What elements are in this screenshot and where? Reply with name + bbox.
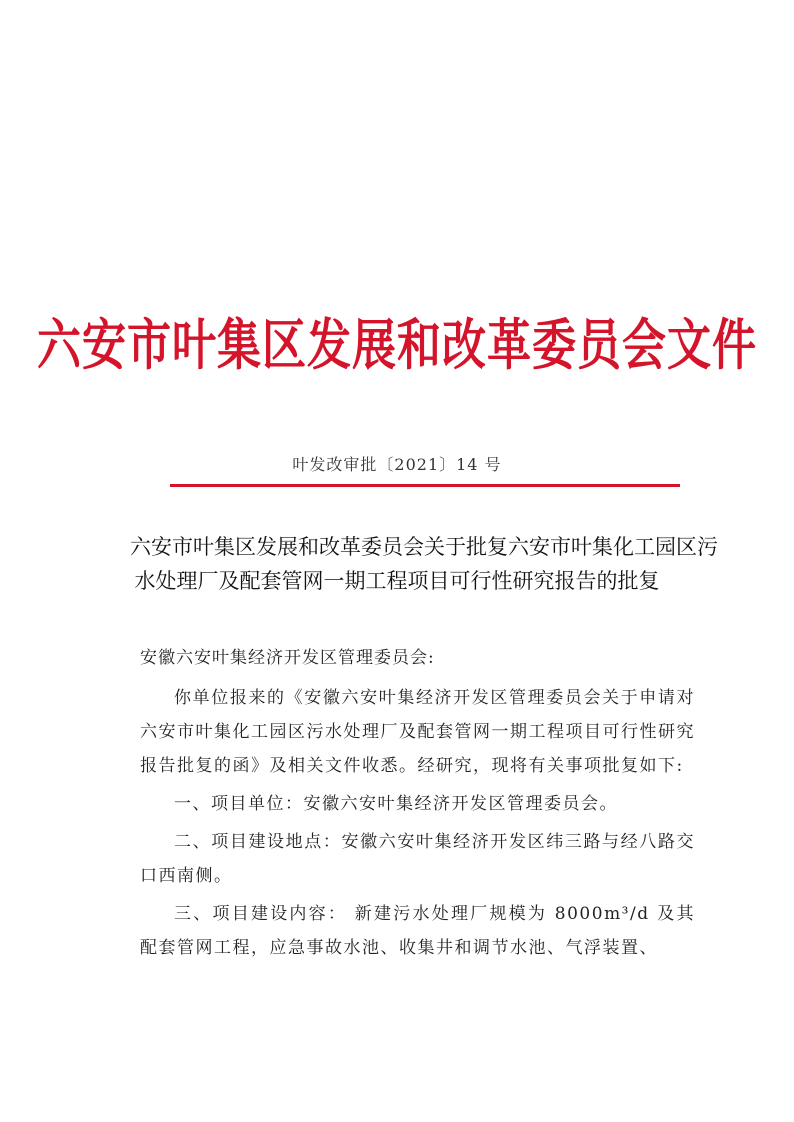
document-title: [130, 530, 718, 598]
document-title-line-2: 水处理厂及配套管网一期工程项目可行性研究报告的批复: [134, 569, 660, 593]
document-number: 叶发改审批〔2021〕14 号: [292, 455, 502, 474]
red-divider-line: [170, 484, 680, 487]
masthead-title: 六安市叶集区发展和改革委员会文件: [37, 313, 757, 378]
recipient-line: 安徽六安叶集经济开发区管理委员会:: [140, 648, 435, 668]
body-paragraph-item-1: 一、项目单位：安徽六安叶集经济开发区管理委员会。: [174, 794, 618, 814]
body-paragraph-intro: 你单位报来的《安徽六安叶集经济开发区管理委员会关于申请对六安市叶集化工园区污水处理厂及配套管网一期工程项目可行性研究报告批复的函》及相关文件收悉。经研究，现将有关事项批复如下:: [140, 688, 695, 776]
document-title-line-1: 六安市叶集区发展和改革委员会关于批复六安市叶集化工园区污: [130, 535, 718, 559]
document-body: [140, 681, 695, 965]
body-paragraph-item-3: 三、项目建设内容： 新建污水处理厂规模为 8000m³/d 及其配套管网工程，应急事故水池、收集井和调节水池、气浮装置、: [140, 904, 695, 958]
body-paragraph-item-2: 二、项目建设地点：安徽六安叶集经济开发区纬三路与经八路交口西南侧。: [140, 832, 695, 886]
